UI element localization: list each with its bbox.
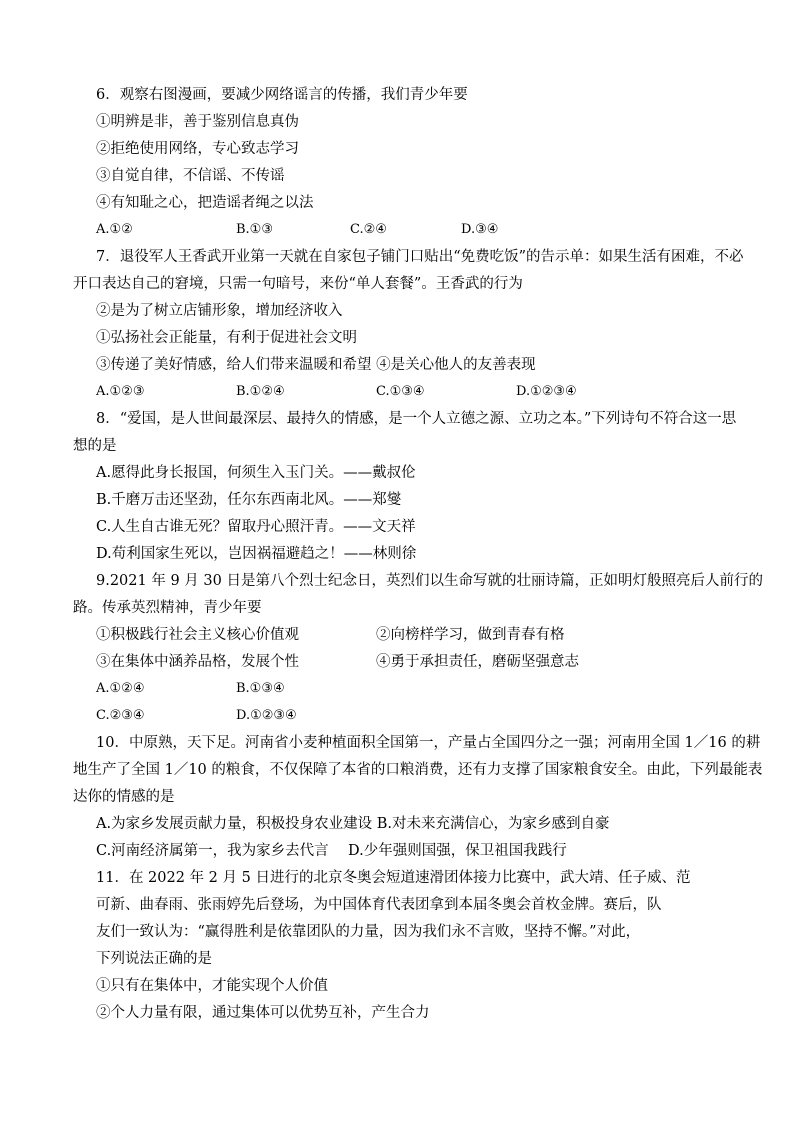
q9-item-4: ④勇于承担责任，磨砺坚强意志 <box>376 654 579 670</box>
q7-item-2: ②是为了树立店铺形象，增加经济收入 <box>96 303 343 319</box>
q6-item-4: ④有知耻之心，把造谣者绳之以法 <box>96 195 314 211</box>
q9-item-1: ①积极践行社会主义核心价值观 <box>96 627 299 643</box>
q11-item-1: ①只有在集体中，才能实现个人价值 <box>96 978 328 994</box>
q10-stem-line1: 10．中原熟，天下足。河南省小麦种植面积全国第一，产量占全国四分之一强；河南用全国 1／16 的耕 <box>96 735 761 751</box>
q10-stem-line2: 地生产了全国 1／10 的粮食，不仅保障了本省的口粮消费，还有力支撑了国家粮食安全。由此，下列最能表 <box>73 762 763 778</box>
q11-item-2: ②个人力量有限，通过集体可以优势互补，产生合力 <box>96 1005 430 1021</box>
q6-stem: 6．观察右图漫画，要减少网络谣言的传播，我们青少年要 <box>96 87 468 103</box>
q9-stem-line1: 9.2021 年 9 月 30 日是第八个烈士纪念日，英烈们以生命写就的壮丽诗篇，正如明灯般照亮后人前行的 <box>96 573 763 589</box>
q7-stem-line1: 7．退役军人王香武开业第一天就在自家包子铺门口贴出“免费吃饭”的告示单：如果生活有困难，不必 <box>96 249 744 265</box>
q9-option-b: B.①③④ <box>236 681 285 696</box>
q11-stem-line1: 11．在 2022 年 2 月 5 日进行的北京冬奥会短道速滑团体接力比赛中，武大靖、任子威、范 <box>96 870 691 886</box>
q11-stem-line2: 可新、曲春雨、张雨婷先后登场，为中国体育代表团拿到本届冬奥会首枚金牌。赛后，队 <box>96 897 662 913</box>
q7-item-1: ①弘扬社会正能量，有利于促进社会文明 <box>96 330 357 346</box>
q6-item-1: ①明辨是非，善于鉴别信息真伪 <box>96 114 299 130</box>
q9-stem-line2: 路。传承英烈精神，青少年要 <box>73 600 262 616</box>
q6-item-3: ③自觉自律，不信谣、不传谣 <box>96 168 285 184</box>
q7-option-c: C.①③④ <box>376 384 425 399</box>
q9-item-3: ③在集体中涵养品格，发展个性 <box>96 654 299 670</box>
q8-stem-line1: 8．“爱国，是人世间最深层、最持久的情感，是一个人立德之源、立功之本。”下列诗句不符合这一思 <box>96 411 737 427</box>
q10-option-c: C.河南经济属第一，我为家乡去代言 <box>96 843 329 859</box>
q6-item-2: ②拒绝使用网络，专心致志学习 <box>96 141 299 157</box>
q6-option-d: D.③④ <box>461 222 499 237</box>
q11-stem-line4: 下列说法正确的是 <box>96 951 212 967</box>
q7-option-d: D.①②③④ <box>516 384 577 399</box>
q6-option-c: C.②④ <box>350 222 387 237</box>
q6-option-b: B.①③ <box>236 222 273 237</box>
q9-option-d: D.①②③④ <box>236 708 297 723</box>
q7-stem-line2: 开口表达自己的窘境，只需一句暗号，来份“单人套餐”。王香武的行为 <box>73 276 523 292</box>
q10-option-a-b: A.为家乡发展贡献力量，积极投身农业建设 B.对未来充满信心，为家乡感到自豪 <box>96 816 610 832</box>
q10-option-d: D.少年强则国强，保卫祖国我践行 <box>348 843 567 859</box>
q9-option-a: A.①②④ <box>96 681 145 696</box>
q8-option-c: C.人生自古谁无死？留取丹心照汗青。——文天祥 <box>96 519 416 535</box>
q9-item-2: ②向榜样学习，做到青春有格 <box>376 627 565 643</box>
q11-stem-line3: 友们一致认为：“赢得胜利是依靠团队的力量，因为我们永不言败，坚持不懈。”对此， <box>96 924 641 940</box>
q7-option-b: B.①②④ <box>236 384 285 399</box>
q10-stem-line3: 达你的情感的是 <box>73 789 175 805</box>
q6-option-a: A.①② <box>96 222 133 237</box>
q8-option-b: B.千磨万击还坚劲，任尔东西南北风。——郑燮 <box>96 492 402 508</box>
q8-option-a: A.愿得此身长报国，何须生入玉门关。——戴叔伦 <box>96 465 416 481</box>
q8-stem-line2: 想的是 <box>73 438 117 454</box>
q7-option-a: A.①②③ <box>96 384 145 399</box>
q9-option-c: C.②③④ <box>96 708 145 723</box>
q8-option-d: D.苟利国家生死以，岂因祸福避趋之！——林则徐 <box>96 546 417 562</box>
q7-item-3-4: ③传递了美好情感，给人们带来温暖和希望 ④是关心他人的友善表现 <box>96 357 536 373</box>
